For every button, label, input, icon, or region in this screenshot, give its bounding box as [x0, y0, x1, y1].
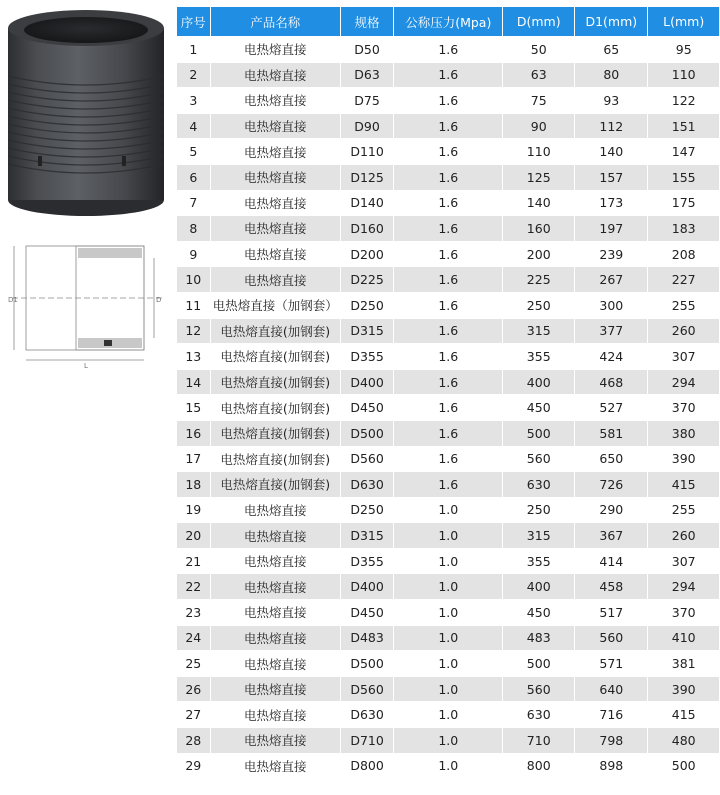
cell-product-name: 电热熔直接 [211, 523, 340, 548]
cell-product-name: 电热熔直接 [211, 165, 340, 190]
cell-index: 4 [177, 114, 210, 139]
header-product-name: 产品名称 [211, 7, 340, 36]
cell-pressure: 1.6 [394, 370, 502, 395]
cell-d: 125 [503, 165, 574, 190]
cell-pressure: 1.6 [394, 139, 502, 164]
cell-spec: D200 [341, 242, 393, 267]
cell-d: 560 [503, 677, 574, 702]
cell-pressure: 1.0 [394, 498, 502, 523]
cell-d: 200 [503, 242, 574, 267]
cell-spec: D90 [341, 114, 393, 139]
cell-d1: 173 [575, 191, 647, 216]
cell-index: 28 [177, 728, 210, 753]
table-row [177, 63, 719, 88]
cell-d1: 267 [575, 267, 647, 292]
cell-spec: D125 [341, 165, 393, 190]
header-d: D(mm) [503, 7, 574, 36]
cell-index: 26 [177, 677, 210, 702]
cell-pressure: 1.6 [394, 37, 502, 62]
cell-index: 18 [177, 472, 210, 497]
cell-l: 390 [648, 677, 719, 702]
cell-spec: D630 [341, 472, 393, 497]
cell-d: 63 [503, 63, 574, 88]
table-header-row [177, 7, 719, 36]
header-d1: D1(mm) [575, 7, 647, 36]
table-row [177, 395, 719, 420]
cell-pressure: 1.6 [394, 216, 502, 241]
cell-pressure: 1.0 [394, 523, 502, 548]
cell-product-name: 电热熔直接(加钢套) [211, 319, 340, 344]
cell-index: 24 [177, 626, 210, 651]
cell-spec: D500 [341, 651, 393, 676]
table-row [177, 191, 719, 216]
cell-index: 5 [177, 139, 210, 164]
cell-d1: 581 [575, 421, 647, 446]
cell-d: 315 [503, 523, 574, 548]
table-row [177, 267, 719, 292]
spec-table [176, 6, 720, 779]
cell-index: 14 [177, 370, 210, 395]
cell-product-name: 电热熔直接(加钢套) [211, 447, 340, 472]
cell-d1: 157 [575, 165, 647, 190]
cell-spec: D160 [341, 216, 393, 241]
cell-l: 227 [648, 267, 719, 292]
cell-product-name: 电热熔直接 [211, 651, 340, 676]
table-row [177, 651, 719, 676]
cell-l: 175 [648, 191, 719, 216]
table-row [177, 139, 719, 164]
cell-d: 160 [503, 216, 574, 241]
cell-d1: 527 [575, 395, 647, 420]
cell-index: 13 [177, 344, 210, 369]
cell-spec: D560 [341, 447, 393, 472]
table-row [177, 600, 719, 625]
cell-product-name: 电热熔直接(加钢套) [211, 395, 340, 420]
cell-d: 225 [503, 267, 574, 292]
cell-d1: 377 [575, 319, 647, 344]
cell-pressure: 1.6 [394, 114, 502, 139]
table-row [177, 344, 719, 369]
cell-spec: D450 [341, 600, 393, 625]
table-row [177, 728, 719, 753]
cell-l: 122 [648, 88, 719, 113]
cell-l: 415 [648, 472, 719, 497]
header-l: L(mm) [648, 7, 719, 36]
table-row [177, 677, 719, 702]
cell-l: 147 [648, 139, 719, 164]
cell-product-name: 电热熔直接 [211, 216, 340, 241]
table-row [177, 242, 719, 267]
cell-pressure: 1.0 [394, 677, 502, 702]
cell-product-name: 电热熔直接（加钢套） [211, 293, 340, 318]
cell-pressure: 1.0 [394, 600, 502, 625]
cell-spec: D355 [341, 549, 393, 574]
cell-l: 155 [648, 165, 719, 190]
cell-d1: 65 [575, 37, 647, 62]
table-row [177, 37, 719, 62]
cell-d1: 112 [575, 114, 647, 139]
cell-d: 400 [503, 370, 574, 395]
cell-index: 29 [177, 754, 210, 779]
cell-d1: 93 [575, 88, 647, 113]
table-row [177, 498, 719, 523]
cell-index: 12 [177, 319, 210, 344]
cell-d1: 517 [575, 600, 647, 625]
cell-d1: 290 [575, 498, 647, 523]
cell-d: 710 [503, 728, 574, 753]
cell-d1: 468 [575, 370, 647, 395]
cell-d: 630 [503, 472, 574, 497]
cell-spec: D75 [341, 88, 393, 113]
cell-d: 250 [503, 293, 574, 318]
cell-pressure: 1.6 [394, 472, 502, 497]
cell-d: 560 [503, 447, 574, 472]
cell-l: 260 [648, 319, 719, 344]
cell-d1: 798 [575, 728, 647, 753]
cell-spec: D63 [341, 63, 393, 88]
cell-d: 450 [503, 600, 574, 625]
cell-product-name: 电热熔直接 [211, 114, 340, 139]
cell-d1: 571 [575, 651, 647, 676]
cell-pressure: 1.6 [394, 319, 502, 344]
cell-d: 140 [503, 191, 574, 216]
table-row [177, 702, 719, 727]
cell-product-name: 电热熔直接 [211, 677, 340, 702]
cell-d: 500 [503, 421, 574, 446]
drawing-label-d1: D1 [8, 296, 18, 304]
table-row [177, 626, 719, 651]
cell-product-name: 电热熔直接(加钢套) [211, 344, 340, 369]
table-row [177, 549, 719, 574]
header-index: 序号 [177, 7, 210, 36]
cell-spec: D250 [341, 293, 393, 318]
section-drawing [4, 236, 170, 370]
cell-l: 307 [648, 344, 719, 369]
cell-pressure: 1.6 [394, 242, 502, 267]
cell-pressure: 1.0 [394, 702, 502, 727]
table-row [177, 293, 719, 318]
cell-l: 307 [648, 549, 719, 574]
cell-product-name: 电热熔直接 [211, 498, 340, 523]
cell-d: 483 [503, 626, 574, 651]
cell-l: 380 [648, 421, 719, 446]
cell-spec: D560 [341, 677, 393, 702]
cell-l: 208 [648, 242, 719, 267]
cell-product-name: 电热熔直接 [211, 549, 340, 574]
cell-d1: 458 [575, 574, 647, 599]
table-row [177, 319, 719, 344]
cell-l: 95 [648, 37, 719, 62]
cell-product-name: 电热熔直接 [211, 139, 340, 164]
cell-l: 294 [648, 370, 719, 395]
cell-pressure: 1.6 [394, 344, 502, 369]
cell-pressure: 1.6 [394, 293, 502, 318]
cell-d: 400 [503, 574, 574, 599]
cell-spec: D630 [341, 702, 393, 727]
cell-product-name: 电热熔直接(加钢套) [211, 472, 340, 497]
cell-d1: 414 [575, 549, 647, 574]
cell-spec: D483 [341, 626, 393, 651]
table-row [177, 216, 719, 241]
cell-index: 23 [177, 600, 210, 625]
cell-d: 450 [503, 395, 574, 420]
cell-l: 260 [648, 523, 719, 548]
cell-spec: D315 [341, 523, 393, 548]
cell-d1: 726 [575, 472, 647, 497]
cell-spec: D400 [341, 574, 393, 599]
cell-l: 255 [648, 293, 719, 318]
cell-index: 11 [177, 293, 210, 318]
cell-l: 480 [648, 728, 719, 753]
cell-product-name: 电热熔直接 [211, 88, 340, 113]
table-row [177, 88, 719, 113]
header-pressure: 公称压力(Mpa) [394, 7, 502, 36]
cell-l: 381 [648, 651, 719, 676]
cell-d: 90 [503, 114, 574, 139]
cell-index: 6 [177, 165, 210, 190]
table-row [177, 754, 719, 779]
cell-index: 21 [177, 549, 210, 574]
cell-d1: 239 [575, 242, 647, 267]
cell-product-name: 电热熔直接 [211, 242, 340, 267]
table-row [177, 523, 719, 548]
cell-pressure: 1.6 [394, 421, 502, 446]
cell-spec: D450 [341, 395, 393, 420]
cell-d: 630 [503, 702, 574, 727]
cell-l: 255 [648, 498, 719, 523]
table-row [177, 447, 719, 472]
cell-product-name: 电热熔直接 [211, 574, 340, 599]
cell-product-name: 电热熔直接 [211, 267, 340, 292]
cell-spec: D355 [341, 344, 393, 369]
cell-pressure: 1.6 [394, 191, 502, 216]
cell-d: 110 [503, 139, 574, 164]
cell-l: 370 [648, 600, 719, 625]
cell-index: 27 [177, 702, 210, 727]
cell-l: 415 [648, 702, 719, 727]
cell-d1: 300 [575, 293, 647, 318]
table-row [177, 574, 719, 599]
cell-d1: 898 [575, 754, 647, 779]
cell-l: 410 [648, 626, 719, 651]
cell-d: 800 [503, 754, 574, 779]
cell-spec: D140 [341, 191, 393, 216]
cell-d1: 367 [575, 523, 647, 548]
cell-index: 15 [177, 395, 210, 420]
cell-product-name: 电热熔直接 [211, 37, 340, 62]
cell-index: 25 [177, 651, 210, 676]
cell-d: 75 [503, 88, 574, 113]
cell-pressure: 1.6 [394, 88, 502, 113]
cell-d: 500 [503, 651, 574, 676]
cell-l: 294 [648, 574, 719, 599]
cell-d1: 716 [575, 702, 647, 727]
cell-l: 151 [648, 114, 719, 139]
cell-index: 9 [177, 242, 210, 267]
cell-d1: 640 [575, 677, 647, 702]
cell-spec: D800 [341, 754, 393, 779]
cell-product-name: 电热熔直接(加钢套) [211, 421, 340, 446]
cell-index: 17 [177, 447, 210, 472]
cell-d: 250 [503, 498, 574, 523]
cell-pressure: 1.6 [394, 165, 502, 190]
cell-product-name: 电热熔直接 [211, 191, 340, 216]
cell-d: 50 [503, 37, 574, 62]
cell-product-name: 电热熔直接 [211, 600, 340, 625]
cell-spec: D250 [341, 498, 393, 523]
cell-index: 2 [177, 63, 210, 88]
cell-d1: 560 [575, 626, 647, 651]
cell-product-name: 电热熔直接 [211, 728, 340, 753]
drawing-label-l: L [84, 362, 88, 370]
cell-d1: 650 [575, 447, 647, 472]
table-row [177, 370, 719, 395]
cell-l: 390 [648, 447, 719, 472]
cell-pressure: 1.6 [394, 395, 502, 420]
cell-index: 19 [177, 498, 210, 523]
cell-spec: D315 [341, 319, 393, 344]
cell-pressure: 1.0 [394, 574, 502, 599]
table-row [177, 165, 719, 190]
cell-index: 8 [177, 216, 210, 241]
product-photo [4, 6, 172, 218]
cell-pressure: 1.0 [394, 728, 502, 753]
cell-product-name: 电热熔直接 [211, 754, 340, 779]
cell-l: 110 [648, 63, 719, 88]
cell-index: 16 [177, 421, 210, 446]
cell-pressure: 1.6 [394, 63, 502, 88]
cell-spec: D50 [341, 37, 393, 62]
cell-d: 355 [503, 344, 574, 369]
cell-d: 355 [503, 549, 574, 574]
cell-spec: D500 [341, 421, 393, 446]
cell-spec: D225 [341, 267, 393, 292]
cell-pressure: 1.6 [394, 267, 502, 292]
cell-d1: 424 [575, 344, 647, 369]
cell-index: 3 [177, 88, 210, 113]
cell-product-name: 电热熔直接 [211, 63, 340, 88]
table-row [177, 472, 719, 497]
cell-spec: D710 [341, 728, 393, 753]
table-row [177, 114, 719, 139]
cell-spec: D110 [341, 139, 393, 164]
cell-d: 315 [503, 319, 574, 344]
cell-pressure: 1.0 [394, 651, 502, 676]
cell-index: 1 [177, 37, 210, 62]
cell-pressure: 1.6 [394, 447, 502, 472]
cell-product-name: 电热熔直接(加钢套) [211, 370, 340, 395]
cell-l: 500 [648, 754, 719, 779]
cell-index: 10 [177, 267, 210, 292]
cell-l: 370 [648, 395, 719, 420]
drawing-label-d: D [156, 296, 162, 304]
cell-pressure: 1.0 [394, 549, 502, 574]
cell-spec: D400 [341, 370, 393, 395]
cell-index: 22 [177, 574, 210, 599]
table-body [177, 37, 719, 778]
cell-l: 183 [648, 216, 719, 241]
cell-pressure: 1.0 [394, 626, 502, 651]
cell-d1: 80 [575, 63, 647, 88]
header-spec: 规格 [341, 7, 393, 36]
cell-product-name: 电热熔直接 [211, 626, 340, 651]
cell-d1: 140 [575, 139, 647, 164]
cell-index: 20 [177, 523, 210, 548]
cell-product-name: 电热熔直接 [211, 702, 340, 727]
cell-d1: 197 [575, 216, 647, 241]
cell-pressure: 1.0 [394, 754, 502, 779]
cell-index: 7 [177, 191, 210, 216]
table-row [177, 421, 719, 446]
